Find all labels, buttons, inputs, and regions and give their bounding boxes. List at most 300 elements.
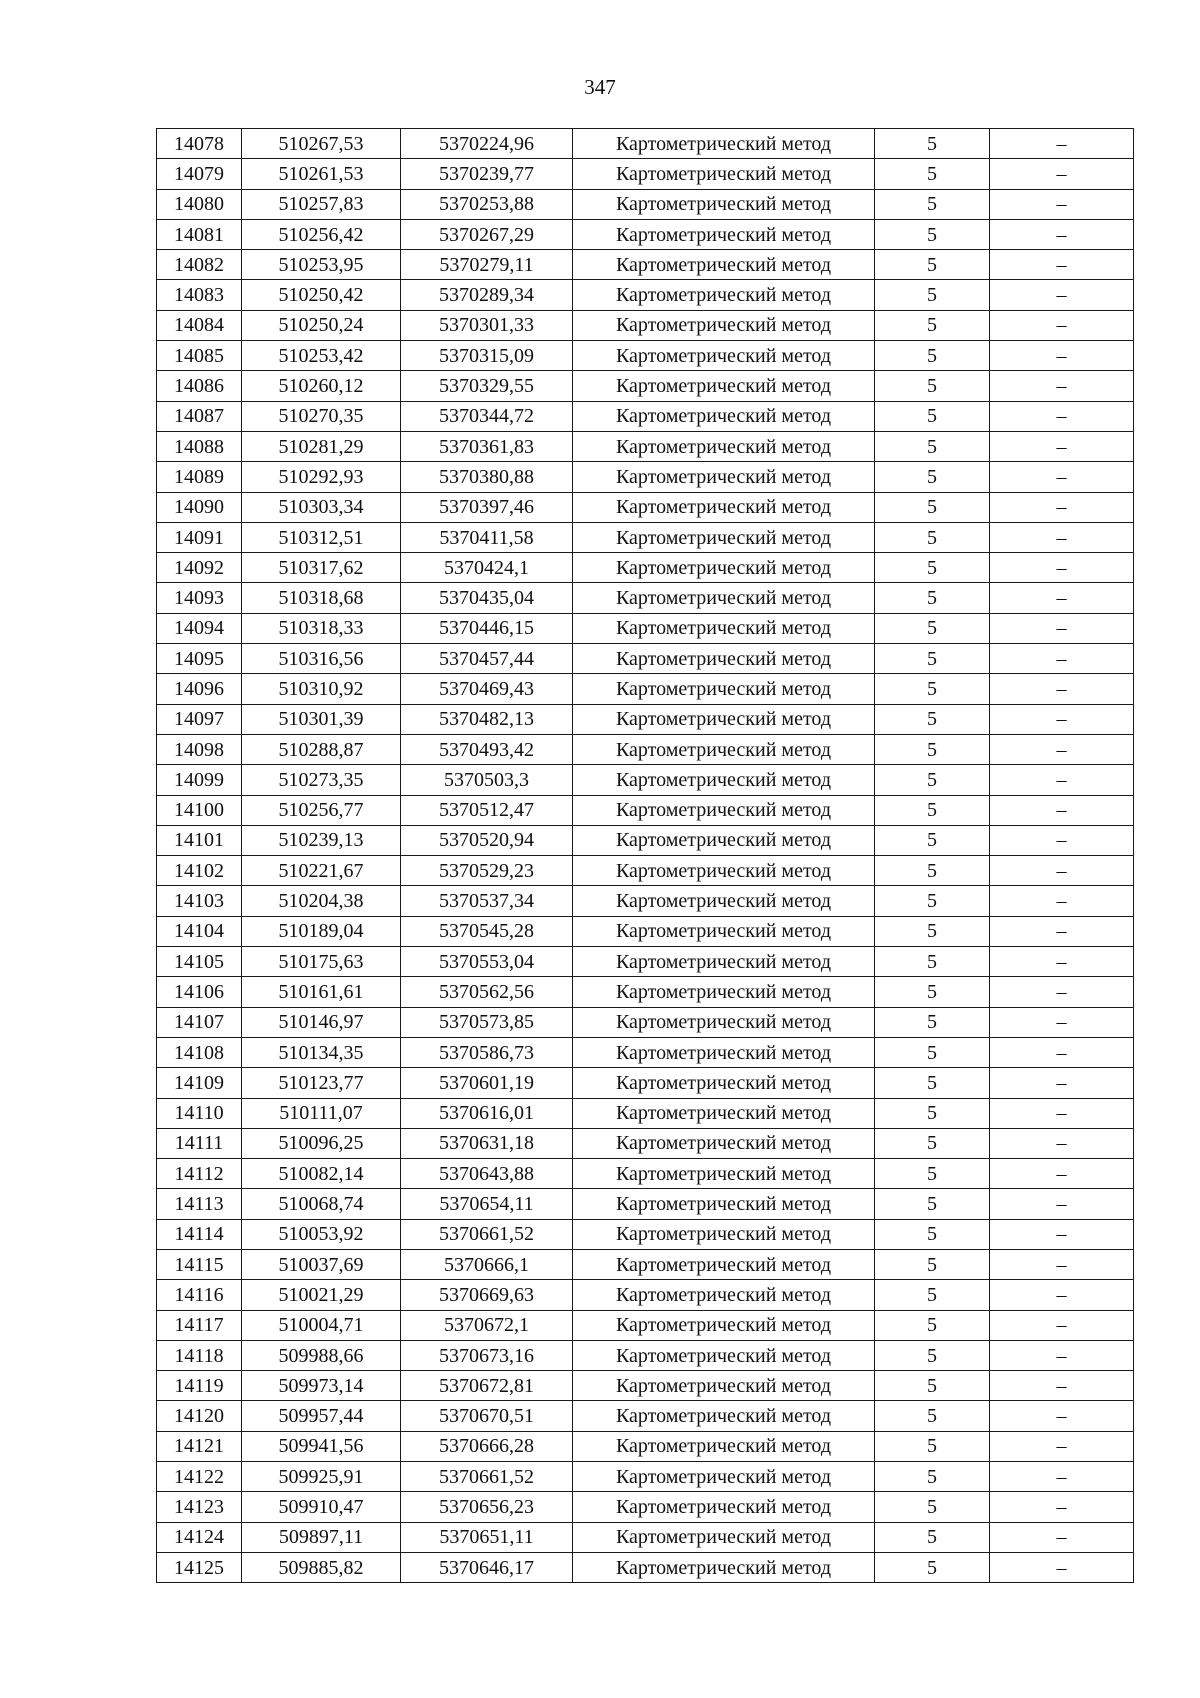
method-cell: Картометрический метод	[573, 704, 875, 734]
point-number-cell: 14085	[157, 341, 242, 371]
x-coordinate-cell: 510250,24	[242, 310, 401, 340]
method-cell: Картометрический метод	[573, 1401, 875, 1431]
y-coordinate-cell: 5370656,23	[401, 1492, 573, 1522]
method-cell: Картометрический метод	[573, 250, 875, 280]
point-number-cell: 14116	[157, 1280, 242, 1310]
accuracy-cell: 5	[875, 522, 990, 552]
accuracy-cell: 5	[875, 1552, 990, 1582]
y-coordinate-cell: 5370457,44	[401, 644, 573, 674]
y-coordinate-cell: 5370553,04	[401, 947, 573, 977]
description-cell: –	[990, 371, 1134, 401]
point-number-cell: 14109	[157, 1068, 242, 1098]
method-cell: Картометрический метод	[573, 129, 875, 159]
table-row	[157, 886, 1134, 916]
table-row	[157, 765, 1134, 795]
point-number-cell: 14086	[157, 371, 242, 401]
accuracy-cell: 5	[875, 1189, 990, 1219]
point-number-cell: 14087	[157, 401, 242, 431]
accuracy-cell: 5	[875, 1128, 990, 1158]
x-coordinate-cell: 510204,38	[242, 886, 401, 916]
table-row	[157, 583, 1134, 613]
point-number-cell: 14078	[157, 129, 242, 159]
point-number-cell: 14120	[157, 1401, 242, 1431]
y-coordinate-cell: 5370661,52	[401, 1462, 573, 1492]
method-cell: Картометрический метод	[573, 765, 875, 795]
table-row	[157, 1249, 1134, 1279]
point-number-cell: 14111	[157, 1128, 242, 1158]
method-cell: Картометрический метод	[573, 1189, 875, 1219]
method-cell: Картометрический метод	[573, 1280, 875, 1310]
description-cell: –	[990, 1310, 1134, 1340]
description-cell: –	[990, 1522, 1134, 1552]
accuracy-cell: 5	[875, 1159, 990, 1189]
y-coordinate-cell: 5370537,34	[401, 886, 573, 916]
table-row	[157, 613, 1134, 643]
description-cell: –	[990, 1037, 1134, 1067]
table-row	[157, 1340, 1134, 1370]
point-number-cell: 14083	[157, 280, 242, 310]
y-coordinate-cell: 5370315,09	[401, 341, 573, 371]
x-coordinate-cell: 510301,39	[242, 704, 401, 734]
accuracy-cell: 5	[875, 644, 990, 674]
accuracy-cell: 5	[875, 310, 990, 340]
point-number-cell: 14090	[157, 492, 242, 522]
method-cell: Картометрический метод	[573, 977, 875, 1007]
accuracy-cell: 5	[875, 129, 990, 159]
method-cell: Картометрический метод	[573, 856, 875, 886]
accuracy-cell: 5	[875, 734, 990, 764]
x-coordinate-cell: 510253,42	[242, 341, 401, 371]
description-cell: –	[990, 1159, 1134, 1189]
accuracy-cell: 5	[875, 1492, 990, 1522]
y-coordinate-cell: 5370520,94	[401, 825, 573, 855]
point-number-cell: 14092	[157, 553, 242, 583]
table-row	[157, 129, 1134, 159]
table-row	[157, 947, 1134, 977]
method-cell: Картометрический метод	[573, 583, 875, 613]
x-coordinate-cell: 510250,42	[242, 280, 401, 310]
y-coordinate-cell: 5370512,47	[401, 795, 573, 825]
table-row	[157, 644, 1134, 674]
accuracy-cell: 5	[875, 401, 990, 431]
table-row	[157, 916, 1134, 946]
method-cell: Картометрический метод	[573, 341, 875, 371]
point-number-cell: 14108	[157, 1037, 242, 1067]
y-coordinate-cell: 5370672,81	[401, 1371, 573, 1401]
y-coordinate-cell: 5370301,33	[401, 310, 573, 340]
table-row	[157, 431, 1134, 461]
method-cell: Картометрический метод	[573, 886, 875, 916]
table-row	[157, 462, 1134, 492]
x-coordinate-cell: 510310,92	[242, 674, 401, 704]
x-coordinate-cell: 510261,53	[242, 159, 401, 189]
table-row	[157, 1037, 1134, 1067]
description-cell: –	[990, 1280, 1134, 1310]
description-cell: –	[990, 1007, 1134, 1037]
point-number-cell: 14100	[157, 795, 242, 825]
y-coordinate-cell: 5370666,1	[401, 1249, 573, 1279]
y-coordinate-cell: 5370446,15	[401, 613, 573, 643]
point-number-cell: 14119	[157, 1371, 242, 1401]
table-row	[157, 341, 1134, 371]
table-row	[157, 1128, 1134, 1158]
x-coordinate-cell: 510021,29	[242, 1280, 401, 1310]
accuracy-cell: 5	[875, 886, 990, 916]
x-coordinate-cell: 510303,34	[242, 492, 401, 522]
description-cell: –	[990, 1431, 1134, 1461]
x-coordinate-cell: 510004,71	[242, 1310, 401, 1340]
y-coordinate-cell: 5370586,73	[401, 1037, 573, 1067]
description-cell: –	[990, 431, 1134, 461]
y-coordinate-cell: 5370380,88	[401, 462, 573, 492]
y-coordinate-cell: 5370545,28	[401, 916, 573, 946]
table-row	[157, 492, 1134, 522]
y-coordinate-cell: 5370631,18	[401, 1128, 573, 1158]
point-number-cell: 14079	[157, 159, 242, 189]
description-cell: –	[990, 129, 1134, 159]
y-coordinate-cell: 5370562,56	[401, 977, 573, 1007]
y-coordinate-cell: 5370616,01	[401, 1098, 573, 1128]
method-cell: Картометрический метод	[573, 1522, 875, 1552]
table-row	[157, 553, 1134, 583]
accuracy-cell: 5	[875, 371, 990, 401]
method-cell: Картометрический метод	[573, 159, 875, 189]
point-number-cell: 14121	[157, 1431, 242, 1461]
accuracy-cell: 5	[875, 1462, 990, 1492]
y-coordinate-cell: 5370253,88	[401, 189, 573, 219]
point-number-cell: 14096	[157, 674, 242, 704]
table-row	[157, 825, 1134, 855]
point-number-cell: 14088	[157, 431, 242, 461]
method-cell: Картометрический метод	[573, 1371, 875, 1401]
method-cell: Картометрический метод	[573, 219, 875, 249]
x-coordinate-cell: 510082,14	[242, 1159, 401, 1189]
y-coordinate-cell: 5370666,28	[401, 1431, 573, 1461]
method-cell: Картометрический метод	[573, 553, 875, 583]
point-number-cell: 14118	[157, 1340, 242, 1370]
x-coordinate-cell: 510037,69	[242, 1249, 401, 1279]
point-number-cell: 14099	[157, 765, 242, 795]
description-cell: –	[990, 886, 1134, 916]
x-coordinate-cell: 510288,87	[242, 734, 401, 764]
description-cell: –	[990, 492, 1134, 522]
y-coordinate-cell: 5370601,19	[401, 1068, 573, 1098]
description-cell: –	[990, 825, 1134, 855]
method-cell: Картометрический метод	[573, 613, 875, 643]
description-cell: –	[990, 1249, 1134, 1279]
y-coordinate-cell: 5370397,46	[401, 492, 573, 522]
coordinates-table	[156, 128, 1134, 1583]
y-coordinate-cell: 5370669,63	[401, 1280, 573, 1310]
table-row	[157, 250, 1134, 280]
description-cell: –	[990, 1068, 1134, 1098]
table-row	[157, 977, 1134, 1007]
description-cell: –	[990, 644, 1134, 674]
x-coordinate-cell: 510111,07	[242, 1098, 401, 1128]
x-coordinate-cell: 509941,56	[242, 1431, 401, 1461]
description-cell: –	[990, 1128, 1134, 1158]
description-cell: –	[990, 1340, 1134, 1370]
x-coordinate-cell: 510221,67	[242, 856, 401, 886]
x-coordinate-cell: 510260,12	[242, 371, 401, 401]
accuracy-cell: 5	[875, 189, 990, 219]
method-cell: Картометрический метод	[573, 371, 875, 401]
description-cell: –	[990, 1552, 1134, 1582]
accuracy-cell: 5	[875, 765, 990, 795]
y-coordinate-cell: 5370670,51	[401, 1401, 573, 1431]
method-cell: Картометрический метод	[573, 189, 875, 219]
point-number-cell: 14114	[157, 1219, 242, 1249]
point-number-cell: 14105	[157, 947, 242, 977]
description-cell: –	[990, 401, 1134, 431]
description-cell: –	[990, 734, 1134, 764]
accuracy-cell: 5	[875, 1371, 990, 1401]
description-cell: –	[990, 341, 1134, 371]
accuracy-cell: 5	[875, 795, 990, 825]
point-number-cell: 14112	[157, 1159, 242, 1189]
accuracy-cell: 5	[875, 977, 990, 1007]
y-coordinate-cell: 5370529,23	[401, 856, 573, 886]
accuracy-cell: 5	[875, 1068, 990, 1098]
point-number-cell: 14097	[157, 704, 242, 734]
accuracy-cell: 5	[875, 1098, 990, 1128]
point-number-cell: 14124	[157, 1522, 242, 1552]
y-coordinate-cell: 5370661,52	[401, 1219, 573, 1249]
description-cell: –	[990, 280, 1134, 310]
x-coordinate-cell: 509897,11	[242, 1522, 401, 1552]
accuracy-cell: 5	[875, 341, 990, 371]
point-number-cell: 14103	[157, 886, 242, 916]
description-cell: –	[990, 553, 1134, 583]
y-coordinate-cell: 5370289,34	[401, 280, 573, 310]
accuracy-cell: 5	[875, 250, 990, 280]
method-cell: Картометрический метод	[573, 1462, 875, 1492]
accuracy-cell: 5	[875, 1340, 990, 1370]
table-row	[157, 1219, 1134, 1249]
point-number-cell: 14091	[157, 522, 242, 552]
table-row	[157, 1552, 1134, 1582]
y-coordinate-cell: 5370424,1	[401, 553, 573, 583]
x-coordinate-cell: 510096,25	[242, 1128, 401, 1158]
method-cell: Картометрический метод	[573, 734, 875, 764]
point-number-cell: 14104	[157, 916, 242, 946]
x-coordinate-cell: 510281,29	[242, 431, 401, 461]
table-row	[157, 1310, 1134, 1340]
accuracy-cell: 5	[875, 1401, 990, 1431]
description-cell: –	[990, 977, 1134, 1007]
table-row	[157, 1371, 1134, 1401]
point-number-cell: 14093	[157, 583, 242, 613]
method-cell: Картометрический метод	[573, 1340, 875, 1370]
table-row	[157, 280, 1134, 310]
table-row	[157, 371, 1134, 401]
description-cell: –	[990, 765, 1134, 795]
y-coordinate-cell: 5370654,11	[401, 1189, 573, 1219]
accuracy-cell: 5	[875, 1280, 990, 1310]
point-number-cell: 14110	[157, 1098, 242, 1128]
method-cell: Картометрический метод	[573, 1098, 875, 1128]
y-coordinate-cell: 5370482,13	[401, 704, 573, 734]
accuracy-cell: 5	[875, 825, 990, 855]
x-coordinate-cell: 510316,56	[242, 644, 401, 674]
point-number-cell: 14123	[157, 1492, 242, 1522]
method-cell: Картометрический метод	[573, 401, 875, 431]
accuracy-cell: 5	[875, 1037, 990, 1067]
description-cell: –	[990, 462, 1134, 492]
y-coordinate-cell: 5370469,43	[401, 674, 573, 704]
table-row	[157, 1401, 1134, 1431]
point-number-cell: 14102	[157, 856, 242, 886]
x-coordinate-cell: 510273,35	[242, 765, 401, 795]
point-number-cell: 14107	[157, 1007, 242, 1037]
point-number-cell: 14080	[157, 189, 242, 219]
x-coordinate-cell: 510239,13	[242, 825, 401, 855]
method-cell: Картометрический метод	[573, 1159, 875, 1189]
table-row	[157, 1522, 1134, 1552]
method-cell: Картометрический метод	[573, 522, 875, 552]
method-cell: Картометрический метод	[573, 431, 875, 461]
accuracy-cell: 5	[875, 947, 990, 977]
accuracy-cell: 5	[875, 916, 990, 946]
point-number-cell: 14094	[157, 613, 242, 643]
x-coordinate-cell: 510175,63	[242, 947, 401, 977]
x-coordinate-cell: 510123,77	[242, 1068, 401, 1098]
table-row	[157, 674, 1134, 704]
y-coordinate-cell: 5370673,16	[401, 1340, 573, 1370]
point-number-cell: 14082	[157, 250, 242, 280]
table-row	[157, 310, 1134, 340]
y-coordinate-cell: 5370646,17	[401, 1552, 573, 1582]
method-cell: Картометрический метод	[573, 1431, 875, 1461]
table-row	[157, 1098, 1134, 1128]
description-cell: –	[990, 583, 1134, 613]
point-number-cell: 14084	[157, 310, 242, 340]
accuracy-cell: 5	[875, 1249, 990, 1279]
method-cell: Картометрический метод	[573, 1068, 875, 1098]
coordinates-table-body	[157, 129, 1134, 1583]
method-cell: Картометрический метод	[573, 947, 875, 977]
table-row	[157, 856, 1134, 886]
description-cell: –	[990, 704, 1134, 734]
table-row	[157, 795, 1134, 825]
accuracy-cell: 5	[875, 219, 990, 249]
method-cell: Картометрический метод	[573, 462, 875, 492]
x-coordinate-cell: 510267,53	[242, 129, 401, 159]
accuracy-cell: 5	[875, 159, 990, 189]
description-cell: –	[990, 1219, 1134, 1249]
point-number-cell: 14125	[157, 1552, 242, 1582]
y-coordinate-cell: 5370643,88	[401, 1159, 573, 1189]
y-coordinate-cell: 5370411,58	[401, 522, 573, 552]
accuracy-cell: 5	[875, 1007, 990, 1037]
accuracy-cell: 5	[875, 280, 990, 310]
table-row	[157, 1068, 1134, 1098]
table-row	[157, 522, 1134, 552]
x-coordinate-cell: 510312,51	[242, 522, 401, 552]
x-coordinate-cell: 509925,91	[242, 1462, 401, 1492]
description-cell: –	[990, 159, 1134, 189]
description-cell: –	[990, 1371, 1134, 1401]
table-row	[157, 1189, 1134, 1219]
table-row	[157, 401, 1134, 431]
method-cell: Картометрический метод	[573, 1219, 875, 1249]
description-cell: –	[990, 1189, 1134, 1219]
x-coordinate-cell: 510253,95	[242, 250, 401, 280]
point-number-cell: 14122	[157, 1462, 242, 1492]
accuracy-cell: 5	[875, 856, 990, 886]
y-coordinate-cell: 5370573,85	[401, 1007, 573, 1037]
table-row	[157, 159, 1134, 189]
method-cell: Картометрический метод	[573, 492, 875, 522]
accuracy-cell: 5	[875, 613, 990, 643]
y-coordinate-cell: 5370267,29	[401, 219, 573, 249]
method-cell: Картометрический метод	[573, 310, 875, 340]
x-coordinate-cell: 510257,83	[242, 189, 401, 219]
table-row	[157, 1280, 1134, 1310]
point-number-cell: 14113	[157, 1189, 242, 1219]
accuracy-cell: 5	[875, 553, 990, 583]
y-coordinate-cell: 5370329,55	[401, 371, 573, 401]
method-cell: Картометрический метод	[573, 1249, 875, 1279]
point-number-cell: 14117	[157, 1310, 242, 1340]
table-row	[157, 1159, 1134, 1189]
description-cell: –	[990, 674, 1134, 704]
method-cell: Картометрический метод	[573, 795, 875, 825]
method-cell: Картометрический метод	[573, 674, 875, 704]
x-coordinate-cell: 510318,33	[242, 613, 401, 643]
accuracy-cell: 5	[875, 431, 990, 461]
accuracy-cell: 5	[875, 462, 990, 492]
y-coordinate-cell: 5370493,42	[401, 734, 573, 764]
x-coordinate-cell: 509988,66	[242, 1340, 401, 1370]
description-cell: –	[990, 1401, 1134, 1431]
description-cell: –	[990, 522, 1134, 552]
table-row	[157, 1492, 1134, 1522]
description-cell: –	[990, 916, 1134, 946]
point-number-cell: 14081	[157, 219, 242, 249]
x-coordinate-cell: 510256,77	[242, 795, 401, 825]
description-cell: –	[990, 947, 1134, 977]
x-coordinate-cell: 510068,74	[242, 1189, 401, 1219]
method-cell: Картометрический метод	[573, 1037, 875, 1067]
y-coordinate-cell: 5370224,96	[401, 129, 573, 159]
x-coordinate-cell: 510256,42	[242, 219, 401, 249]
description-cell: –	[990, 856, 1134, 886]
description-cell: –	[990, 1462, 1134, 1492]
table-row	[157, 1462, 1134, 1492]
accuracy-cell: 5	[875, 492, 990, 522]
table-row	[157, 189, 1134, 219]
accuracy-cell: 5	[875, 583, 990, 613]
method-cell: Картометрический метод	[573, 644, 875, 674]
accuracy-cell: 5	[875, 1310, 990, 1340]
y-coordinate-cell: 5370651,11	[401, 1522, 573, 1552]
description-cell: –	[990, 1098, 1134, 1128]
method-cell: Картометрический метод	[573, 280, 875, 310]
x-coordinate-cell: 510270,35	[242, 401, 401, 431]
point-number-cell: 14098	[157, 734, 242, 764]
method-cell: Картометрический метод	[573, 1128, 875, 1158]
page-number: 347	[584, 75, 616, 99]
x-coordinate-cell: 510292,93	[242, 462, 401, 492]
y-coordinate-cell: 5370279,11	[401, 250, 573, 280]
point-number-cell: 14115	[157, 1249, 242, 1279]
x-coordinate-cell: 509910,47	[242, 1492, 401, 1522]
accuracy-cell: 5	[875, 1219, 990, 1249]
table-row	[157, 219, 1134, 249]
description-cell: –	[990, 310, 1134, 340]
x-coordinate-cell: 510146,97	[242, 1007, 401, 1037]
